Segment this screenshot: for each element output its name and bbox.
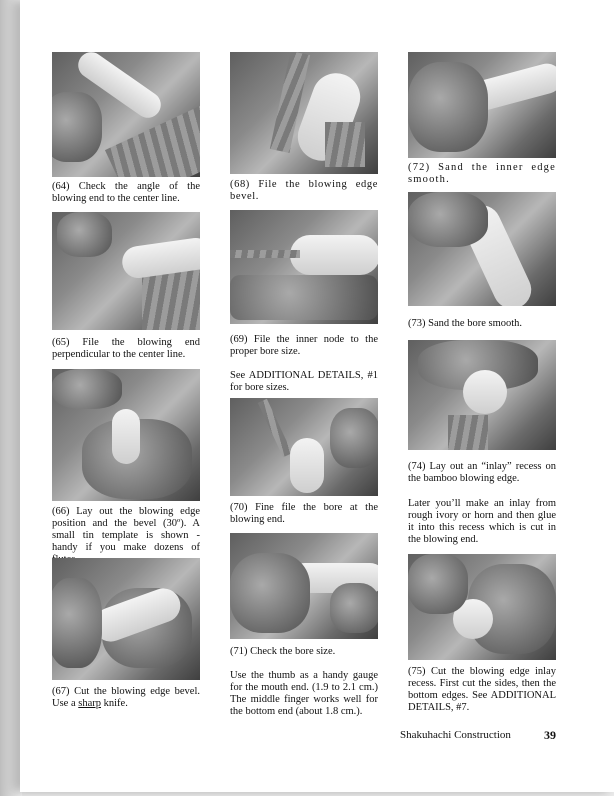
- caption-64: (64) Check the angle of the blowing end to the center line.: [52, 181, 200, 204]
- caption-67-end: knife.: [103, 698, 128, 709]
- caption-67-underlined: sharp: [78, 698, 101, 709]
- photo-72: [408, 52, 556, 158]
- caption-71: (71) Check the bore size.: [230, 646, 336, 657]
- photo-73: [408, 192, 556, 306]
- caption-72: (72) Sand the inner edge smooth.: [408, 162, 556, 185]
- photo-67: [52, 558, 200, 680]
- running-footer-title: Shakuhachi Construction: [400, 729, 511, 741]
- photo-64: [52, 52, 200, 177]
- caption-65: (65) File the blowing end perpendicular to the center line.: [52, 337, 200, 360]
- photo-66: [52, 369, 200, 501]
- caption-74: (74) Lay out an “inlay” recess on the bamboo blowing edge.: [408, 461, 556, 484]
- caption-69-note: See ADDITIONAL DETAILS, #1 for bore sizes.: [230, 370, 378, 393]
- caption-68: (68) File the blowing edge bevel.: [230, 179, 378, 202]
- photo-70: [230, 398, 378, 496]
- photo-75: [408, 554, 556, 660]
- page-number: 39: [544, 728, 556, 742]
- caption-70: (70) Fine file the bore at the blowing end.: [230, 502, 378, 525]
- photo-69: [230, 210, 378, 324]
- caption-71-note: Use the thumb as a handy gauge for the mouth end. (1.9 to 2.1 cm.) The middle finger works well for the bottom end (about 1.8 cm.).: [230, 670, 378, 717]
- caption-66: (66) Lay out the blowing edge position and the bevel (30º). A small tin template is shown - handy if you make dozens of: [52, 506, 200, 553]
- photo-71: [230, 533, 378, 639]
- photo-68: [230, 52, 378, 174]
- book-spine-shadow: [0, 0, 22, 796]
- caption-69: (69) File the inner node to the proper bore size.: [230, 334, 378, 357]
- caption-74-note: Later you’ll make an inlay from rough ivory or horn and then glue it into this recess which is cut in the blowing end.: [408, 498, 556, 545]
- photo-74: [408, 340, 556, 450]
- photo-65: [52, 212, 200, 330]
- caption-67: [52, 686, 200, 710]
- caption-67-text: (67) Cut the blowing edge bevel. Use a: [52, 686, 200, 709]
- caption-73: (73) Sand the bore smooth.: [408, 318, 523, 329]
- caption-75: (75) Cut the blowing edge inlay recess. First cut the sides, then the bottom edges. See ADDITIONAL DETAILS, #7.: [408, 666, 556, 713]
